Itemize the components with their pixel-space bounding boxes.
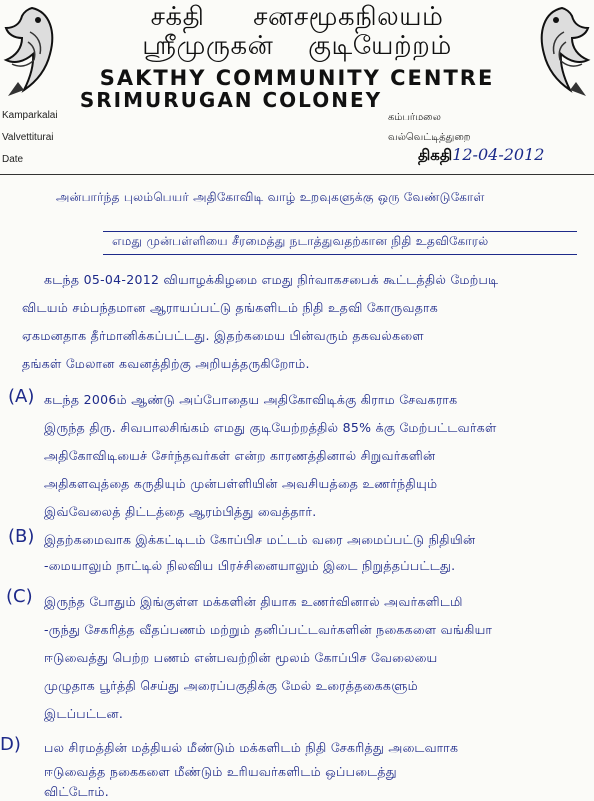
para-a-line-2: இருந்த திரு. சிவபாலசிங்கம் எமது குடியேற்றத்தில் 85% க்கு மேற்பட்டவர்கள்: [44, 420, 497, 435]
fish-logo-left-icon: [0, 2, 62, 97]
letterhead-tamil-title: சக்தி சனசமூகநிலயம்: [150, 2, 444, 32]
para-a-line-1: கடந்த 2006ம் ஆண்டு அப்போதைய அதிகோவிடிக்கு கிராம சேவகராக: [44, 392, 458, 407]
para-a-marker: (A): [8, 386, 35, 407]
para-c-line-1: இருந்த போதும் இங்குள்ள மக்களின் தியாக உணர்வினால் அவர்களிடமி: [44, 594, 463, 609]
meta-date-label: Date: [2, 154, 24, 165]
date-tamil-label: திகதி: [418, 146, 453, 164]
para-b-marker: (B): [8, 526, 35, 547]
letter-subject: எமது முன்பள்ளியை சீரமைத்து நடாத்துவதற்கான நிதி உதவிகோரல்: [112, 234, 489, 248]
meta-place-tamil-1: கம்பர்மலை: [388, 112, 441, 123]
letterhead-english-subtitle: SRIMURUGAN COLONEY: [79, 88, 383, 112]
para-a-line-5: இவ்வேலைத் திட்டத்தை ஆரம்பித்து வைத்தார்.: [44, 504, 317, 519]
intro-line-2: விடயம் சம்பந்தமான ஆராயப்பட்டு தங்களிடம் நிதி உதவி கோருவதாக: [22, 300, 438, 315]
meta-place-2: Valvettiturai: [2, 132, 54, 143]
para-a-line-4: அதிகளவுத்தை கருதியும் முன்பள்ளியின் அவசியத்தை உணர்ந்தியும்: [44, 476, 438, 491]
letterhead-english-title: SAKTHY COMMUNITY CENTRE: [99, 66, 495, 90]
para-d-line-1: பல சிரமத்தின் மத்தியல் மீண்டும் மக்களிடம் நிதி சேகரித்து அடைவாாக: [44, 740, 459, 755]
letter-date: [418, 145, 544, 166]
para-a-line-3: அதிகோவிடியைச் சேர்ந்தவர்கள் என்ற காரணத்தினால் சிறுவர்களின்: [44, 448, 436, 463]
para-d-marker: D): [0, 734, 21, 755]
para-c-line-4: முழுதாக பூர்த்தி செய்து அரைப்பகுதிக்கு மேல் உரைத்தகைகளும்: [44, 678, 418, 693]
intro-line-3: ஏகமனதாக தீர்மானிக்கப்பட்டது. இதற்கமைய பின்வரும் தகவல்களை: [22, 328, 424, 343]
intro-line-4: தங்கள் மேலான கவனத்திற்கு அறியத்தருகிறோம்.: [22, 356, 310, 371]
para-b-line-1: இதற்கமைவாக இக்கட்டிடம் கோப்பிச மட்டம் வரை அமைப்பட்டு நிதியின்: [44, 532, 476, 547]
fish-logo-right-icon: [532, 2, 594, 97]
header-divider: [0, 174, 594, 175]
letterhead-tamil-subtitle: ஸ்ரீமுருகன் குடியேற்றம்: [142, 31, 452, 61]
letter-greeting: அன்பார்ந்த புலம்பெயர் அதிகோவிடி வாழ் உறவுகளுக்கு ஒரு வேண்டுகோள்: [56, 190, 485, 204]
intro-line-1: கடந்த 05-04-2012 வியாழக்கிழமை எமது நிர்வாகசபைக் கூட்டத்தில் மேற்படி: [44, 272, 499, 287]
para-c-line-3: ஈடுவைத்து பெற்ற பணம் என்பவற்றின் மூலம் கோப்பிச வேலையை: [44, 650, 438, 665]
meta-place-tamil-2: வல்வெட்டித்துறை: [388, 132, 471, 143]
para-c-marker: (C): [6, 586, 33, 607]
date-value: 12-04-2012: [452, 145, 545, 164]
para-b-line-2: -மையாலும் நாட்டில் நிலவிய பிரச்சினையாலும் இடை நிறுத்தப்பட்டது.: [44, 558, 456, 573]
para-d-line-3: விட்டோம்.: [44, 784, 110, 799]
para-d-line-2: ஈடுவைத்த நகைகளை மீண்டும் உரியவர்களிடம் ஒப்படைத்து: [44, 764, 397, 779]
para-c-line-2: -ருந்து சேகரித்த வீதப்பணம் மற்றும் தனிப்பட்டவர்களின் நகைகளை வங்கியா: [44, 622, 493, 637]
meta-place-1: Kamparkalai: [2, 110, 58, 121]
para-c-line-5: இடப்பட்டன.: [44, 706, 124, 721]
